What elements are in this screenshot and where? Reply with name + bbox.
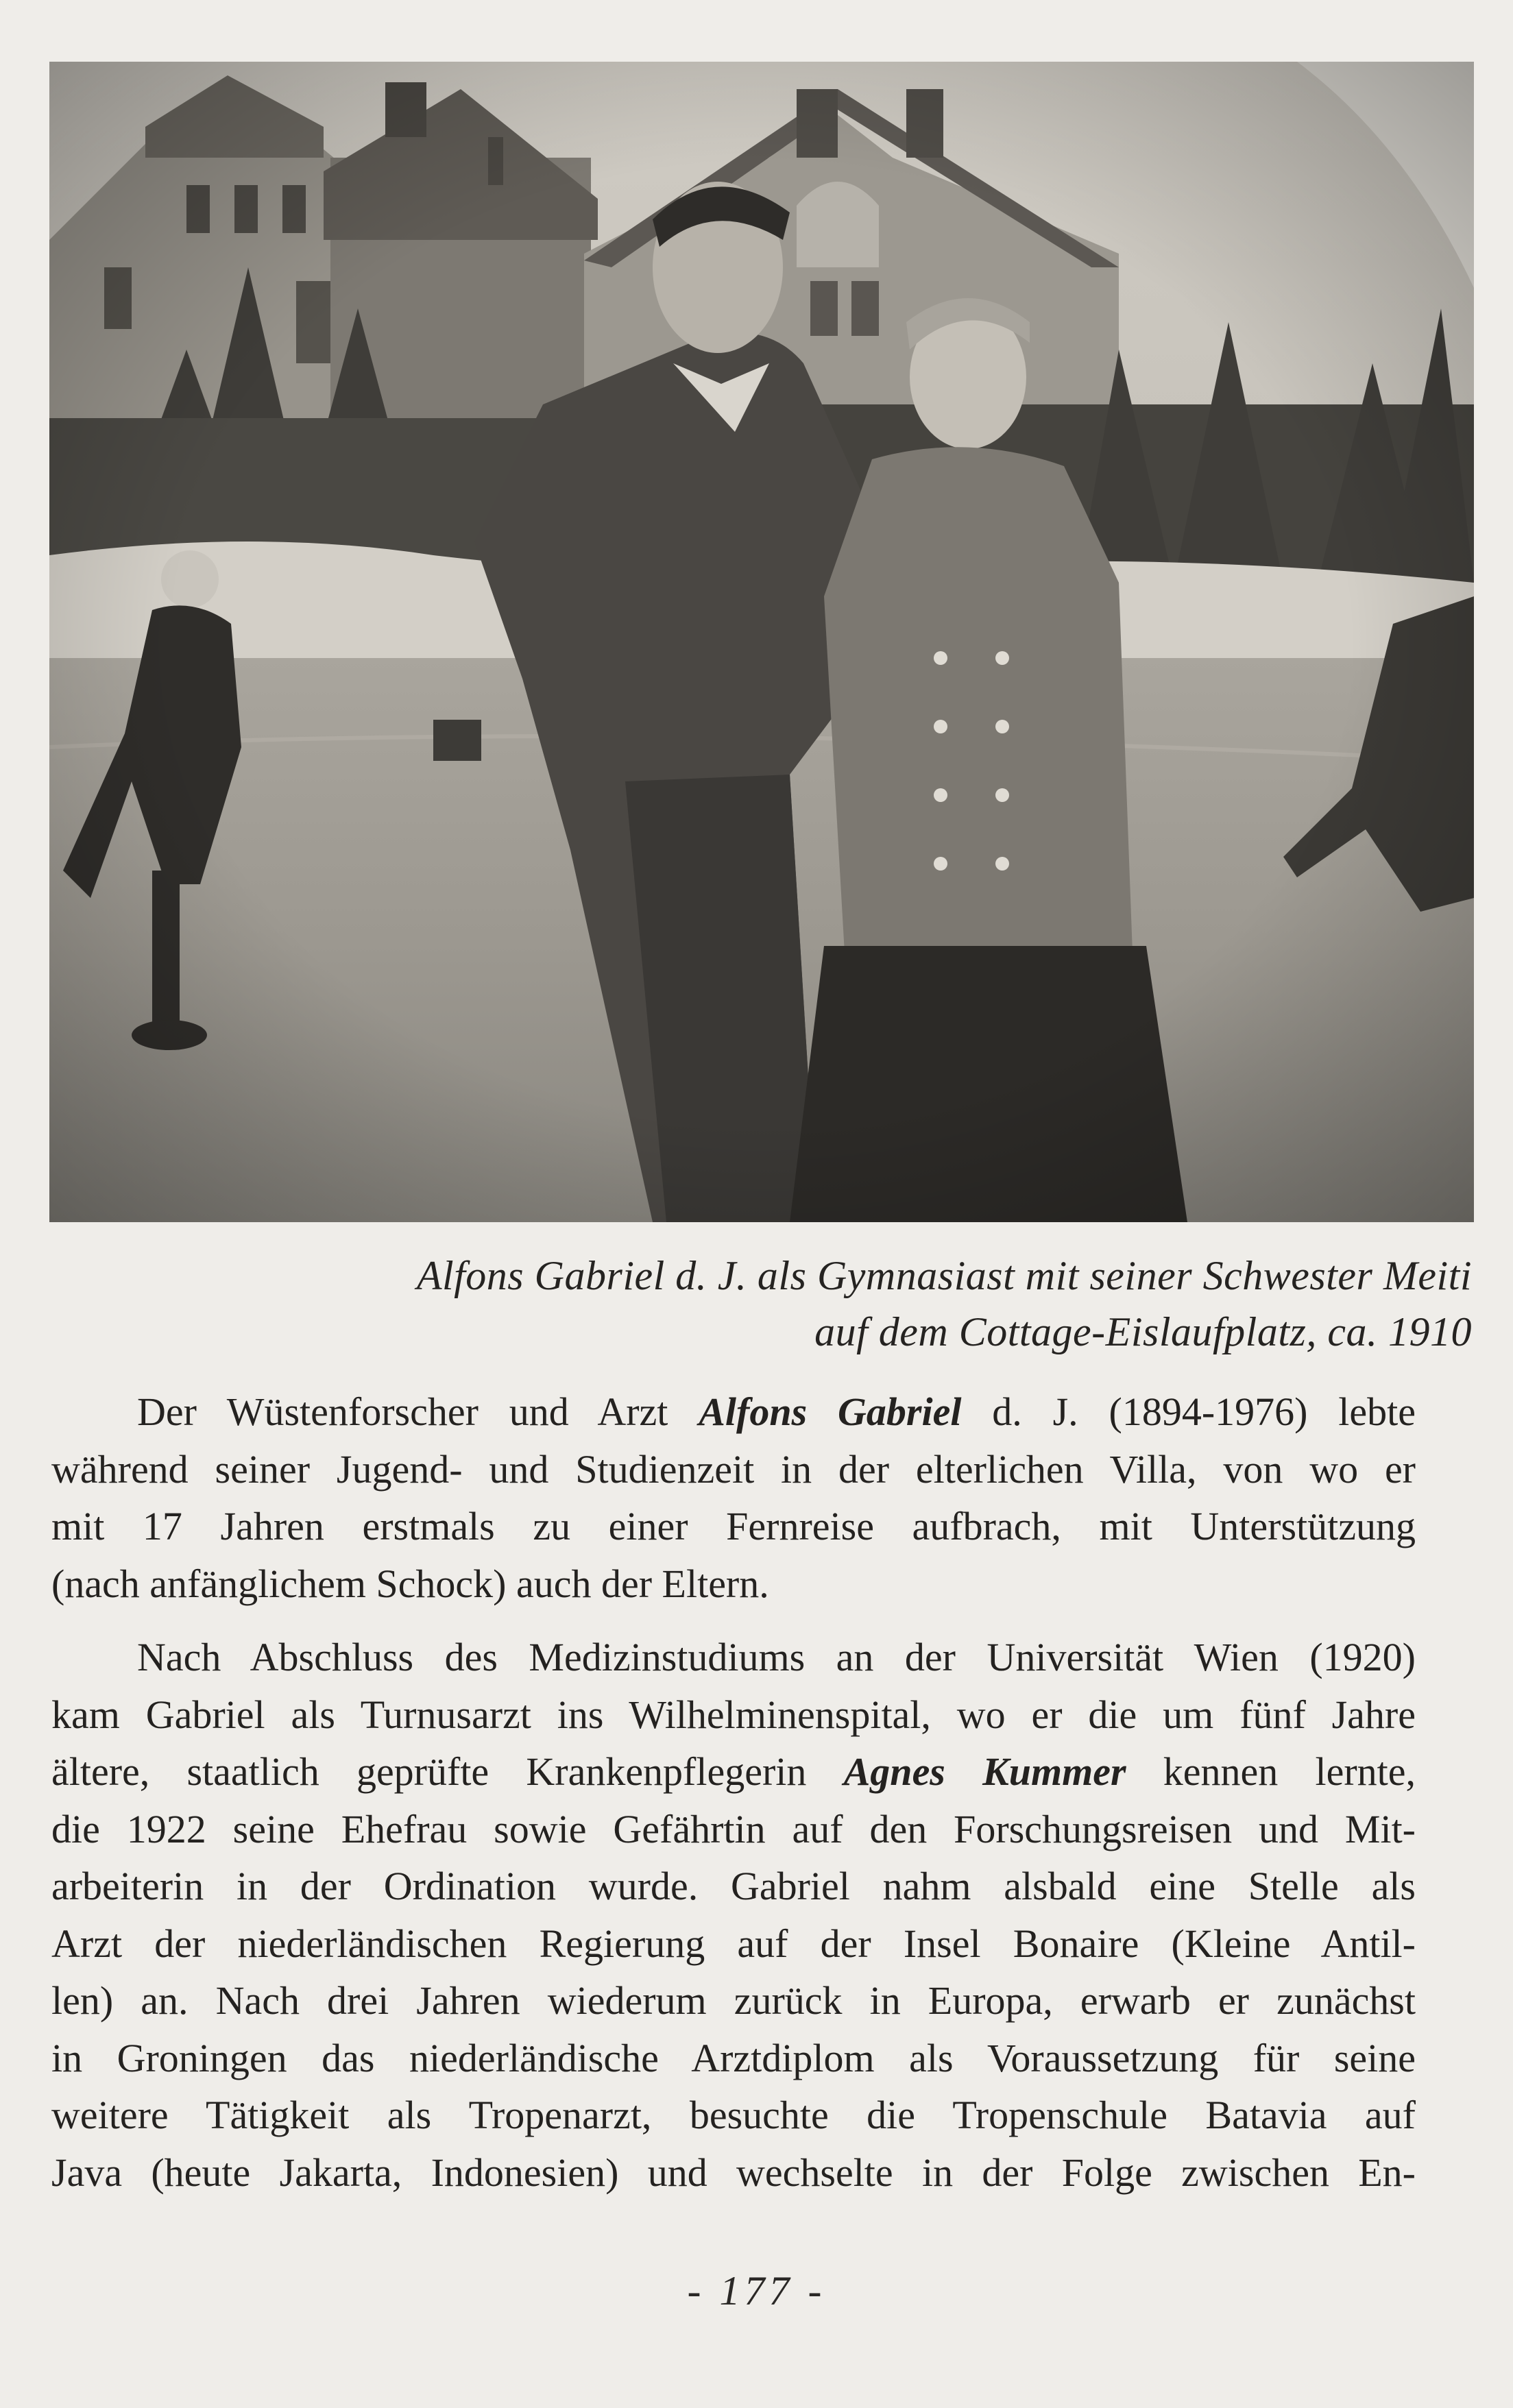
text-line: Arzt der niederländischen Regierung auf der Insel Bonaire (Kleine Antil- [51, 1921, 1416, 1966]
text-line: len) an. Nach drei Jahren wiederum zurück in Europa, erwarb er zunächst [51, 1978, 1416, 2023]
text-line: Nach Abschluss des Medizinstudiums an der Universität Wien (1920) [137, 1635, 1416, 1679]
text-run: d. J. (1894-1976) lebte [961, 1389, 1416, 1434]
photo-illustration [49, 62, 1474, 1222]
text-run: Der Wüstenforscher und Arzt [137, 1389, 699, 1434]
body-text [51, 1383, 1416, 2217]
person-name: Agnes Kummer [843, 1749, 1126, 1794]
paragraph [51, 1383, 1416, 1612]
paragraph [51, 1629, 1416, 2201]
text-line [51, 1383, 1416, 1441]
text-line: während seiner Jugend- und Studienzeit in der elterlichen Villa, von wo er [51, 1446, 1416, 1492]
text-line [51, 1743, 1416, 1801]
text-line: kam Gabriel als Turnusarzt ins Wilhelminenspital, wo er die um fünf Jahre [51, 1692, 1416, 1737]
text-line: Java (heute Jakarta, Indonesien) und wechselte in der Folge zwischen En- [51, 2150, 1416, 2195]
photo-caption [169, 1248, 1472, 1360]
historical-photo [49, 62, 1474, 1222]
text-line: in Groningen das niederländische Arztdiplom als Voraussetzung für seine [51, 2035, 1416, 2080]
text-line: die 1922 seine Ehefrau sowie Gefährtin auf den Forschungsreisen und Mit- [51, 1806, 1416, 1851]
caption-line: Alfons Gabriel d. J. als Gymnasiast mit seiner Schwester Meiti [416, 1253, 1472, 1298]
text-run: kennen lernte, [1126, 1749, 1416, 1794]
text-line: mit 17 Jahren erstmals zu einer Fernreise aufbrach, mit Unterstützung [51, 1504, 1416, 1548]
caption-line: auf dem Cottage-Eislaufplatz, ca. 1910 [814, 1309, 1472, 1354]
text-line: arbeiterin in der Ordination wurde. Gabriel nahm alsbald eine Stelle als [51, 1864, 1416, 1908]
text-line: (nach anfänglichem Schock) auch der Eltern. [51, 1561, 769, 1606]
page-number: - 177 - [687, 2268, 826, 2313]
person-name: Alfons Gabriel [699, 1389, 962, 1434]
text-run: ältere, staatlich geprüfte Krankenpflegerin [51, 1749, 844, 1794]
text-line: weitere Tätigkeit als Tropenarzt, besuchte die Tropenschule Batavia auf [51, 2093, 1416, 2137]
